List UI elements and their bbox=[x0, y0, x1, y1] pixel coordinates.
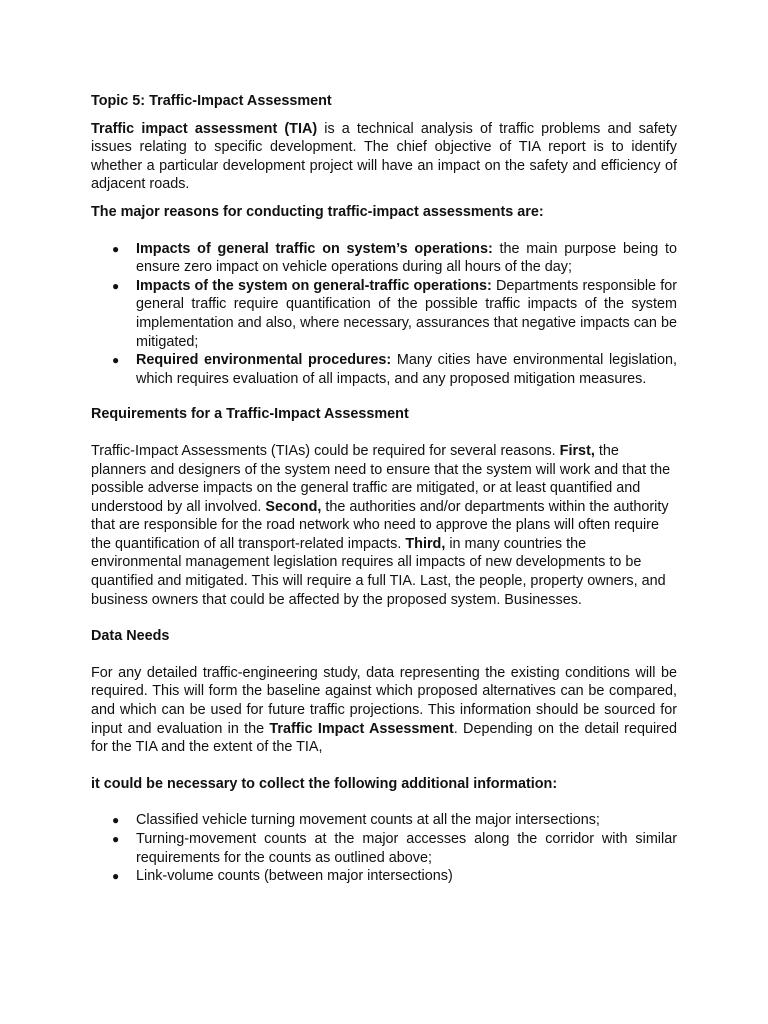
reason-text: Many cities have environmental legislation, which requires evaluation of all impacts, and any proposed mitigation measures. bbox=[136, 352, 677, 387]
document-page bbox=[91, 92, 677, 886]
list-item bbox=[91, 277, 677, 351]
list-item bbox=[91, 351, 677, 388]
intro-text: is a technical analysis of traffic problems and safety issues relating to specific development. The chief objective of TIA report is to identify whether a particular development project will have an impact on the safety and efficiency of adjacent roads. bbox=[91, 120, 677, 193]
collect-heading: it could be necessary to collect the following additional information: bbox=[91, 775, 558, 792]
requirements-heading: Requirements for a Traffic-Impact Assessment bbox=[91, 406, 409, 423]
emphasis-tia: Traffic Impact Assessment bbox=[269, 720, 454, 737]
paragraph-text: . Depending on the detail required for the TIA and the extent of the TIA, bbox=[91, 720, 677, 756]
data-needs-paragraph bbox=[91, 664, 677, 757]
reason-label: Impacts of the system on general-traffic operations: bbox=[136, 277, 492, 294]
bullet-icon: ● bbox=[112, 813, 120, 828]
paragraph-text: Traffic-Impact Assessments (TIAs) could be required for several reasons. bbox=[91, 442, 560, 459]
reason-text: Departments responsible for general traffic require quantification of the possible traffic impacts of the system implementation and also, where necessary, assurances that negative impacts can be mitigated; bbox=[136, 277, 677, 350]
intro-term: Traffic impact assessment (TIA) bbox=[91, 120, 318, 137]
list-item bbox=[91, 867, 677, 886]
paragraph-text: in many countries the environmental management legislation requires all impacts of new developments to be quantified and mitigated. This will require a full TIA. Last, the people, property owners, and business owners that could be affected by the proposed system. Businesses. bbox=[91, 535, 666, 608]
reason-label: Impacts of general traffic on system’s operations: bbox=[136, 240, 493, 257]
paragraph-text: the authorities and/or departments within the authority that are responsible for the road network who need to approve the plans will often require the quantification of all transport-related impacts. bbox=[91, 498, 669, 552]
list-item bbox=[91, 830, 677, 867]
collect-list bbox=[91, 811, 677, 885]
reason-text: the main purpose being to ensure zero impact on vehicle operations during all hours of the day; bbox=[136, 240, 677, 276]
collect-item-text: Link-volume counts (between major intersections) bbox=[136, 868, 453, 885]
collect-item-text: Classified vehicle turning movement counts at all the major intersections; bbox=[136, 812, 600, 829]
reasons-heading: The major reasons for conducting traffic-impact assessments are: bbox=[91, 203, 544, 220]
list-item bbox=[91, 811, 677, 830]
paragraph-text: For any detailed traffic-engineering study, data representing the existing conditions will be required. This will form the baseline against which proposed alternatives can be compared, and which can be used for future traffic projections. This information should be sourced for input and evaluation in the bbox=[91, 664, 677, 737]
bullet-icon: ● bbox=[112, 278, 120, 293]
emphasis-second: Second, bbox=[265, 498, 322, 515]
topic-title: Topic 5: Traffic-Impact Assessment bbox=[91, 93, 332, 109]
bullet-icon: ● bbox=[112, 869, 120, 884]
bullet-icon: ● bbox=[112, 832, 120, 846]
bullet-icon: ● bbox=[112, 241, 120, 256]
reason-label: Required environmental procedures: bbox=[136, 352, 392, 369]
reasons-list bbox=[91, 240, 677, 389]
collect-item-text: Turning-movement counts at the major accesses along the corridor with similar requirements for the counts as outlined above; bbox=[136, 831, 677, 866]
list-item bbox=[91, 240, 677, 277]
requirements-paragraph bbox=[91, 442, 677, 609]
paragraph-text: the planners and designers of the system need to ensure that the system will work and that the possible adverse impacts on the general traffic are mitigated, or at least quantified and understood by all involved. bbox=[91, 442, 671, 515]
emphasis-third: Third, bbox=[405, 535, 446, 552]
intro-paragraph bbox=[91, 120, 677, 194]
bullet-icon: ● bbox=[112, 353, 120, 368]
emphasis-first: First, bbox=[559, 442, 595, 459]
data-needs-heading: Data Needs bbox=[91, 628, 170, 645]
